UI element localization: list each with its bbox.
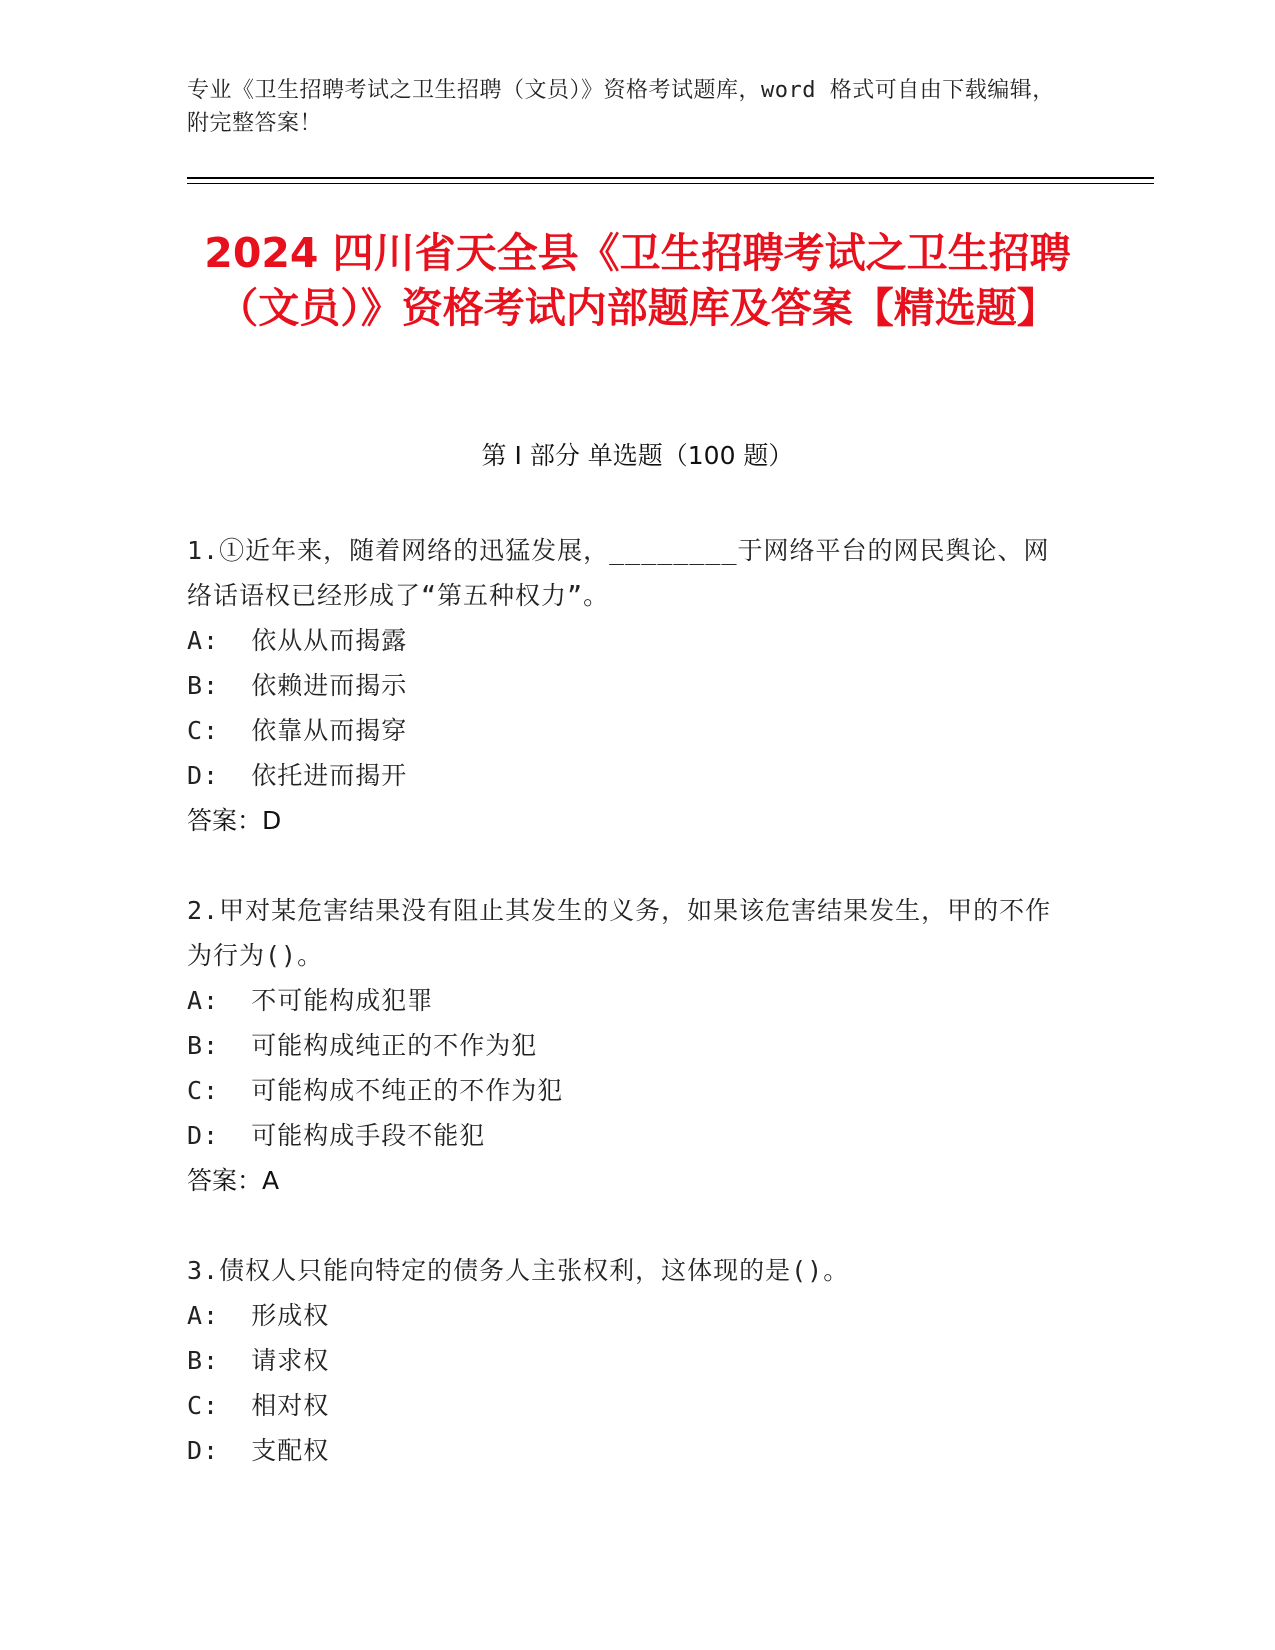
header-divider-thin <box>187 183 1154 184</box>
header-note: 专业《卫生招聘考试之卫生招聘（文员）》资格考试题库，word 格式可自由下载编辑，附完整答案！ <box>187 78 1055 136</box>
option-a: A: 不可能构成犯罪 <box>187 986 434 1015</box>
option-d: D: 可能构成手段不能犯 <box>187 1121 486 1150</box>
question-spacer <box>187 1203 1067 1248</box>
option-a: A: 依从从而揭露 <box>187 626 408 655</box>
option-c: C: 可能构成不纯正的不作为犯 <box>187 1076 564 1105</box>
header-divider-thick <box>187 177 1154 179</box>
option-c: C: 相对权 <box>187 1391 330 1420</box>
option-b: B: 可能构成纯正的不作为犯 <box>187 1031 538 1060</box>
question-stem: 3.债权人只能向特定的债务人主张权利，这体现的是()。 <box>187 1256 850 1285</box>
option-c: C: 依靠从而揭穿 <box>187 716 408 745</box>
answer-line: 答案：A <box>187 1166 280 1195</box>
answer-line: 答案：D <box>187 806 282 835</box>
option-d: D: 依托进而揭开 <box>187 761 408 790</box>
option-b: B: 请求权 <box>187 1346 330 1375</box>
question-stem: 2.甲对某危害结果没有阻止其发生的义务，如果该危害结果发生，甲的不作为行为()。 <box>187 896 1052 970</box>
section-heading: 第 I 部分 单选题（100 题） <box>481 441 794 470</box>
option-b: B: 依赖进而揭示 <box>187 671 408 700</box>
question-spacer <box>187 843 1067 888</box>
question-stem: 1.①近年来，随着网络的迅猛发展，________于网络平台的网民舆论、网络话语权已经形成了“第五种权力”。 <box>187 536 1050 610</box>
option-a: A: 形成权 <box>187 1301 330 1330</box>
question-3 <box>187 1248 1067 1473</box>
question-1 <box>187 528 1067 843</box>
option-d: D: 支配权 <box>187 1436 330 1465</box>
document-title: 2024 四川省天全县《卫生招聘考试之卫生招聘（文员）》资格考试内部题库及答案【精选题】 <box>204 229 1071 332</box>
question-2 <box>187 888 1067 1203</box>
question-list <box>187 528 1067 1473</box>
